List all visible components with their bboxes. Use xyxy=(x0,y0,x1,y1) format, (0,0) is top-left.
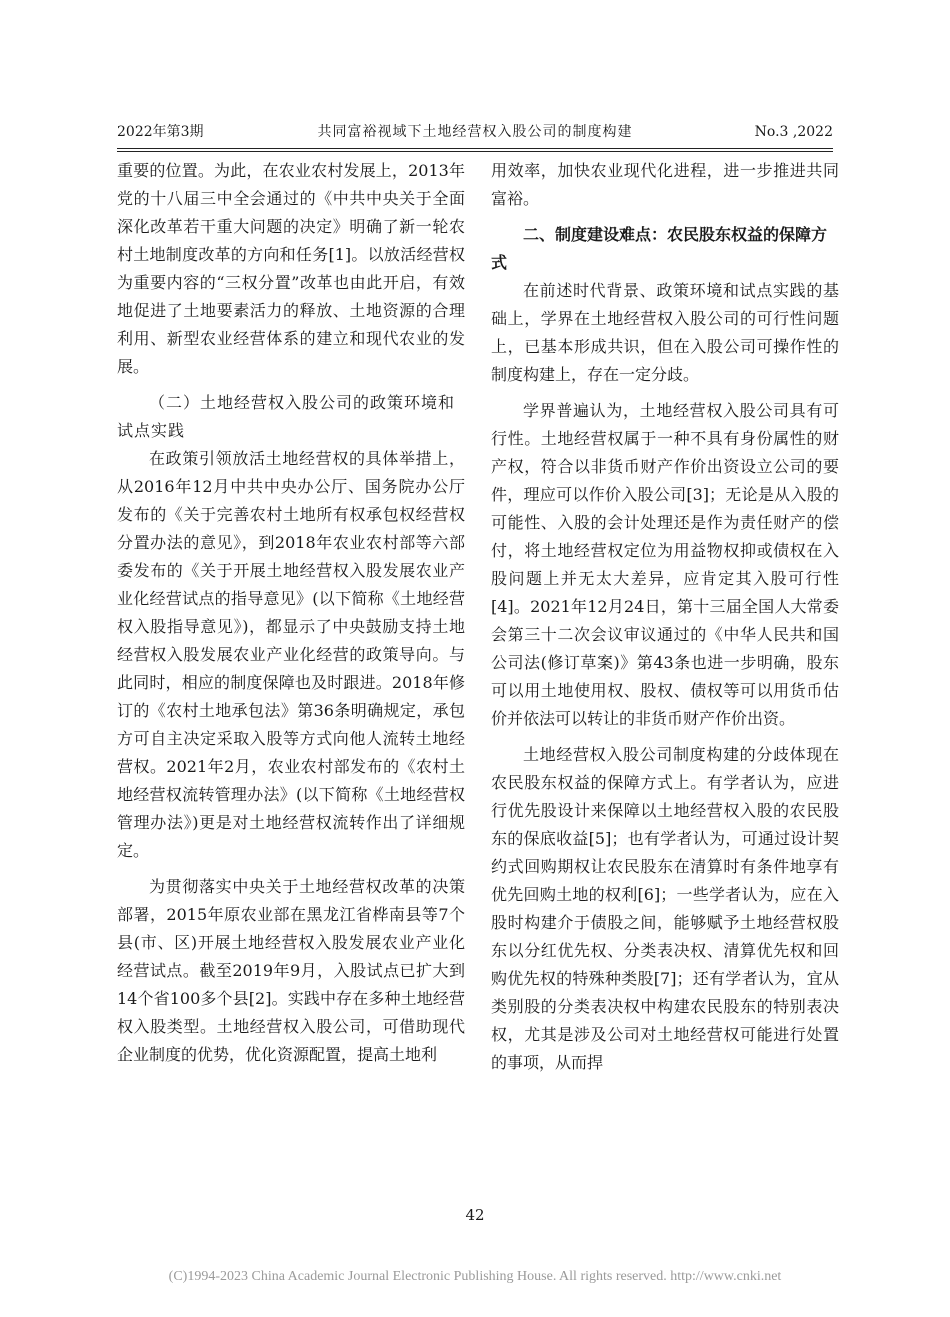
page-number: 42 xyxy=(465,1206,485,1224)
paragraph: 在政策引领放活土地经营权的具体举措上，从2016年12月中共中央办公厅、国务院办公厅发布的《关于完善农村土地所有权承包权经营权分置办法的意见》，到2018年农业农村部等六部委发布的《关于开展土地经营权入股发展农业产业化经营试点的指导意见》(以下简称《土地经营权入股指导意见》)，都显示了中央鼓励支持土地经营权入股发展农业产业化经营的政策导向。与此同时，相应的制度保障也及时跟进。2018年修订的《农村土地承包法》第36条明确规定，承包方可自主决定采取入股等方式向他人流转土地经营权。2021年2月，农业农村部发布的《农村土地经营权流转管理办法》(以下简称《土地经营权管理办法》)更是对土地经营权流转作出了详细规定。 xyxy=(117,449,465,860)
running-header xyxy=(117,122,833,144)
paragraph: 用效率，加快农业现代化进程，进一步推进共同富裕。 xyxy=(491,161,839,208)
left-column xyxy=(117,157,465,1077)
copyright-watermark: (C)1994-2023 China Academic Journal Electronic Publishing House. All rights reserved. http://www.cnki.net xyxy=(168,1269,782,1284)
paragraph: 重要的位置。为此，在农业农村发展上，2013年党的十八届三中全会通过的《中共中央关于全面深化改革若干重大问题的决定》明确了新一轮农村土地制度改革的方向和任务[1]。以放活经营权为重要内容的“三权分置”改革也由此开启，有效地促进了土地要素活力的释放、土地资源的合理利用、新型农业经营体系的建立和现代农业的发展。 xyxy=(117,161,465,376)
paragraph: 为贯彻落实中央关于土地经营权改革的决策部署，2015年原农业部在黑龙江省桦南县等7个县(市、区)开展土地经营权入股发展农业产业化经营试点。截至2019年9月，入股试点已扩大到14个省100多个县[2]。实践中存在多种土地经营权入股类型。土地经营权入股公司，可借助现代企业制度的优势，优化资源配置，提高土地利 xyxy=(117,877,465,1064)
header-rule-thick xyxy=(117,148,833,149)
header-rule-thin xyxy=(117,151,833,152)
issue-number: No.3 ,2022 xyxy=(754,124,833,140)
subsection-heading: （二）土地经营权入股公司的政策环境和试点实践 xyxy=(117,393,456,440)
article-running-title: 共同富裕视域下土地经营权入股公司的制度构建 xyxy=(317,124,633,140)
paragraph: 在前述时代背景、政策环境和试点实践的基础上，学界在土地经营权入股公司的可行性问题上，已基本形成共识，但在入股公司可操作性的制度构建上，存在一定分歧。 xyxy=(491,281,839,384)
paragraph: 土地经营权入股公司制度构建的分歧体现在农民股东权益的保障方式上。有学者认为，应进行优先股设计来保障以土地经营权入股的农民股东的保底收益[5]；也有学者认为，可通过设计契约式回购期权让农民股东在清算时有条件地享有优先回购土地的权利[6]；一些学者认为，应在入股时构建介于债股之间，能够赋予土地经营权股东以分红优先权、分类表决权、清算优先权和回购优先权的特殊种类股[7]；还有学者认为，宜从类别股的分类表决权中构建农民股东的特别表决权，尤其是涉及公司对土地经营权可能进行处置的事项，从而捍 xyxy=(491,745,839,1072)
section-heading: 二、制度建设难点：农民股东权益的保障方式 xyxy=(491,225,828,272)
paragraph: 学界普遍认为，土地经营权入股公司具有可行性。土地经营权属于一种不具有身份属性的财产权，符合以非货币财产作价出资设立公司的要件，理应可以作价入股公司[3]；无论是从入股的可能性、入股的会计处理还是作为责任财产的偿付，将土地经营权定位为用益物权抑或债权在入股问题上并无太大差异，应肯定其入股可行性[4]。2021年12月24日，第十三届全国人大常委会第三十二次会议审议通过的《中华人民共和国公司法(修订草案)》第43条也进一步明确，股东可以用土地使用权、股权、债权等可以用货币估价并依法可以转让的非货币财产作价出资。 xyxy=(491,401,839,728)
right-column xyxy=(491,157,839,1085)
issue-label: 2022年第3期 xyxy=(117,124,204,140)
